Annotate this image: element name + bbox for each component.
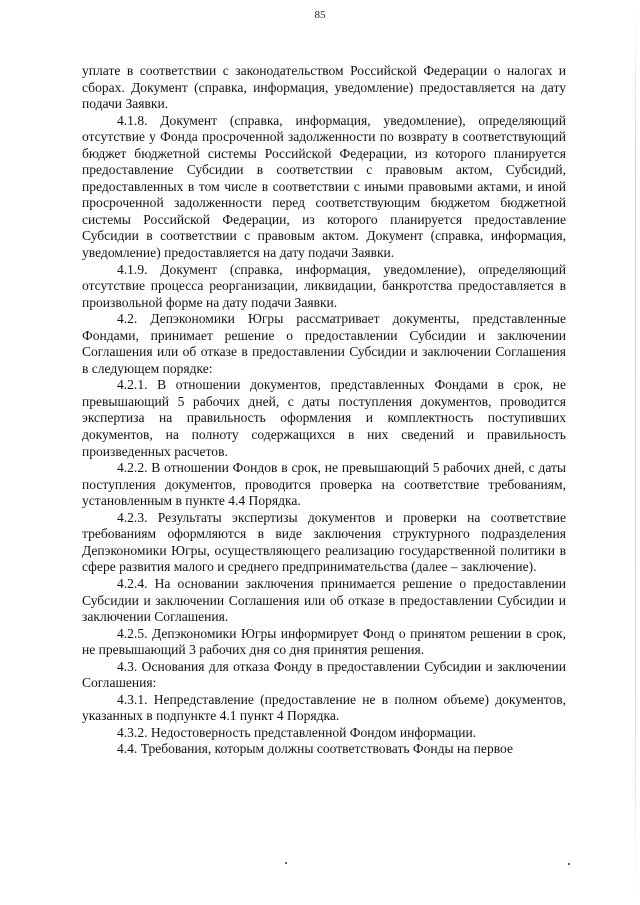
paragraph-4-2-2: 4.2.2. В отношении Фондов в срок, не превышающий 5 рабочих дней, с даты поступления документов, проводится проверка на соответствие требованиям, установленным в пункте 4.4 Порядка. <box>82 460 566 509</box>
paragraph-4-1-9: 4.1.9. Документ (справка, информация, уведомление), определяющий отсутствие процесса реорганизации, ликвидации, банкротства предоставляется в произвольной форме на дату подачи Заявки. <box>82 261 566 310</box>
paragraph-4-3-1: 4.3.1. Непредставление (предоставление не в полном объеме) документов, указанных в подпункте 4.1 пункт 4 Порядка. <box>82 691 566 724</box>
page-number: 85 <box>314 9 326 21</box>
scan-edge-line <box>635 0 636 905</box>
paragraph-4-4: 4.4. Требования, которым должны соответствовать Фонды на первое <box>117 741 513 757</box>
document-body <box>82 63 566 758</box>
scan-speck <box>568 863 570 865</box>
paragraph-4-2-4: 4.2.4. На основании заключения принимается решение о предоставлении Субсидии и заключении Соглашения или об отказе в предоставлении Субсидии и заключении Соглашения. <box>82 575 566 625</box>
paragraph-4-2-3: 4.2.3. Результаты экспертизы документов и проверки на соответствие требованиям оформляются в виде заключения структурного подразделения Депэкономики Югры, осуществляющего реализацию государственной политики в сфере развития малого и среднего предпринимательства (далее – заключение). <box>82 509 566 575</box>
paragraph-4-3: 4.3. Основания для отказа Фонду в предоставлении Субсидии и заключении Соглашения: <box>82 658 566 691</box>
paragraph-4-1-8: 4.1.8. Документ (справка, информация, уведомление), определяющий отсутствие у Фонда просроченной задолженности по возврату в соответствующий бюджет бюджетной системы Российской Федерации, из которого планируется предоставление Субсидии в соответствии с правовым актом, Субсидий, предоставленных в том числе в соответствии с иными правовыми актами, и иной просроченной задолженности перед соответствующим бюджетом бюджетной системы Российской Федерации, из которого планируется предоставление Субсидии в соответствии с правовым актом. Документ (справка, информация, уведомление) предоставляется на дату подачи Заявки. <box>82 112 566 261</box>
scan-speck <box>285 862 287 864</box>
paragraph-continuation: уплате в соответствии с законодательством Российской Федерации о налогах и сборах. Документ (справка, информация, уведомление) предоставляется на дату подачи Заявки. <box>82 63 566 112</box>
paragraph-4-3-2: 4.3.2. Недостоверность представленной Фондом информации. <box>117 724 477 740</box>
paragraph-4-2-1: 4.2.1. В отношении документов, представленных Фондами в срок, не превышающий 5 рабочих дней, с даты поступления документов, проводится экспертиза на правильность оформления и комплектность поступивших документов, на полноту содержащихся в них сведений и правильность произведенных расчетов. <box>82 377 566 459</box>
paragraph-4-2: 4.2. Депэкономики Югры рассматривает документы, представленные Фондами, принимает решение о предоставлении Субсидии и заключении Соглашения или об отказе в предоставлении Субсидии и заключении Соглашения в следующем порядке: <box>82 311 566 376</box>
paragraph-4-2-5: 4.2.5. Депэкономики Югры информирует Фонд о принятом решении в срок, не превышающий 3 рабочих дня со дня принятия решения. <box>82 625 566 658</box>
